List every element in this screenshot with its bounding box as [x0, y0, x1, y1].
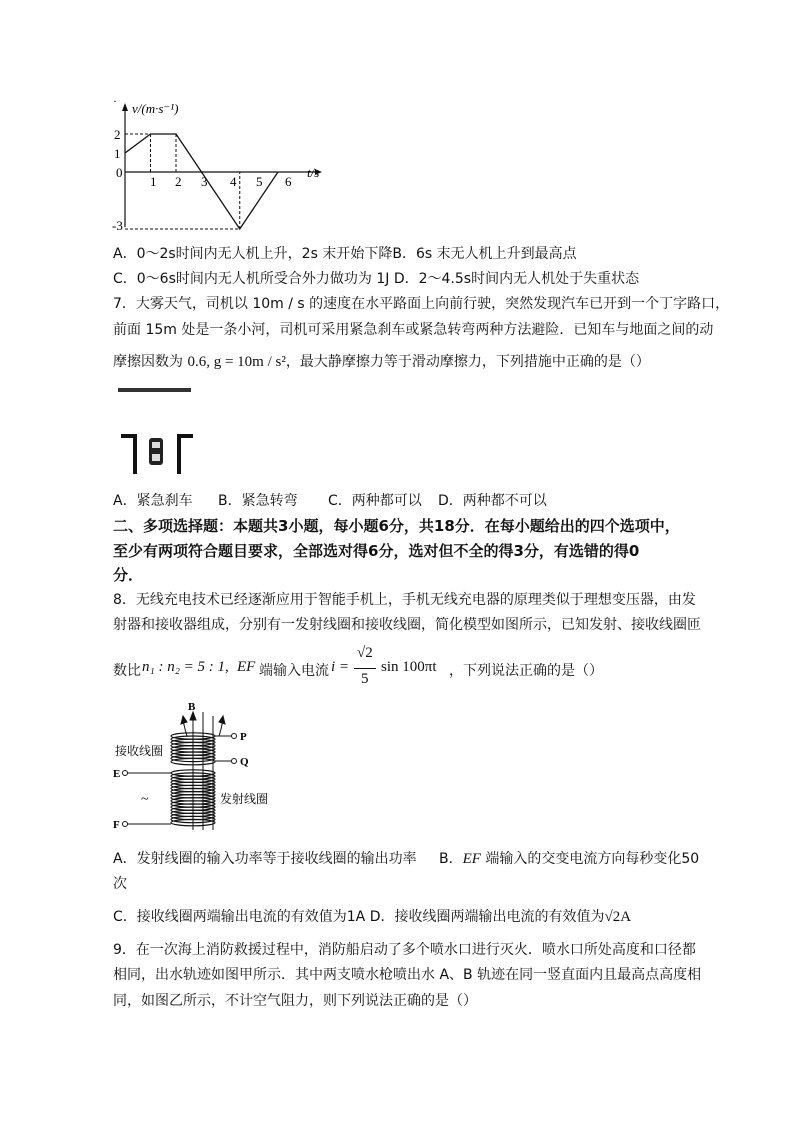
- origin-label: 0: [116, 165, 123, 180]
- q8-line-2: 射器和接收器组成，分别有一发射线圈和接收线圈，简化模型如图所示，已知发射、接收线圈匝: [113, 617, 701, 633]
- q8-sine-term: sin 100πt: [381, 659, 437, 675]
- car: [149, 438, 163, 465]
- q8-option-b-pre: B．: [439, 851, 463, 867]
- terminal-label-e: E: [113, 768, 121, 780]
- wireless-charger-coil-figure: [113, 700, 293, 840]
- road-right-curb: [179, 436, 193, 474]
- x-tick-1: 1: [150, 174, 157, 189]
- q7-line-3-pre: 摩擦因数为: [113, 354, 188, 370]
- y-tick-minus3: -3: [112, 218, 123, 233]
- t-junction-figure: [113, 384, 203, 479]
- q8-line-1: 8．无线充电技术已经逐渐应用于智能手机上，手机无线充电器的原理类似于理想变压器，由发: [113, 592, 696, 608]
- q8-fraction-denominator: 5: [361, 671, 369, 687]
- q9-line-3: 同，如图乙所示，不计空气阻力，则下列说法正确的是（）: [113, 993, 477, 1009]
- velocity-time-graph: [110, 95, 340, 235]
- terminal-label-q: Q: [240, 756, 249, 768]
- y-axis-arrow: [122, 103, 128, 111]
- q8-option-d-value: √2A: [604, 909, 632, 925]
- terminal-label-p: P: [240, 731, 247, 743]
- x-tick-3: 3: [201, 174, 208, 189]
- section2-heading-line-1: 二、多项选择题：本题共3小题，每小题6分，共18分．在每小题给出的四个选项中，: [113, 517, 680, 535]
- field-label-b: B: [188, 701, 196, 713]
- q7-option-b[interactable]: B．紧急转弯: [218, 493, 298, 509]
- x-tick-4: 4: [230, 174, 237, 189]
- q8-option-b-post: 端输入的交变电流方向每秒变化50: [480, 851, 700, 867]
- ac-source-symbol: ~: [141, 792, 149, 807]
- terminal-label-f: F: [113, 819, 120, 831]
- y-tick-2: 2: [114, 127, 121, 142]
- q7-option-d[interactable]: D．两种都不可以: [438, 493, 547, 509]
- x-axis-label: t/s: [307, 165, 320, 180]
- q8-line-3-post: ，下列说法正确的是（）: [449, 663, 603, 679]
- q6-option-line-1: A．0～2s时间内无人机上升，2s 末开始下降B．6s 末无人机上升到最高点: [113, 246, 577, 262]
- q7-option-a[interactable]: A．紧急刹车: [113, 493, 193, 509]
- transmitting-coil-label: 发射线圈: [220, 792, 269, 806]
- magnetic-field-lines: [181, 712, 225, 830]
- q8-options-cd[interactable]: [113, 907, 631, 927]
- q7-line-3-post: ，最大静摩擦力等于滑动摩擦力，下列措施中正确的是（）: [285, 354, 650, 370]
- section2-heading-line-3: 分．: [113, 566, 144, 584]
- q8-line-3-b: 端输入电流: [259, 663, 329, 679]
- q8-option-b[interactable]: [439, 849, 699, 869]
- q7-line-1: 7．大雾天气，司机以 10m / s 的速度在水平路面上向前行驶，突然发现汽车已开到一个丁字路口，: [113, 296, 730, 312]
- q8-option-a-text: A．发射线圈的输入功率等于接收线圈的输出功率: [113, 851, 417, 867]
- section2-heading-line-2: 至少有两项符合题目要求，全部选对得6分，选对但不全的得3分，有选错的得0: [113, 542, 640, 560]
- q8-turns-ratio: n₁ : n₂ = 5 : 1,: [142, 659, 229, 675]
- q7-options: [113, 491, 613, 511]
- q8-option-a[interactable]: [113, 849, 417, 869]
- q6-option-line-2: C．0～6s时间内无人机所受合外力做功为 1J D．2～4.5s时间内无人机处于失重状态: [113, 271, 640, 287]
- q9-line-2: 相同，出水轨迹如图甲所示．其中两支喷水枪喷出水 A、B 轨迹在同一竖直面内且最高点高度相: [113, 967, 702, 983]
- q8-fraction-bar: [354, 668, 376, 669]
- graph-dot: ·: [113, 95, 117, 108]
- river-bank: [118, 388, 191, 392]
- q8-ef-label: EF: [237, 659, 256, 675]
- q8-option-b-continued: 次: [113, 876, 127, 892]
- road-left-curb: [121, 436, 135, 474]
- q9-line-1: 9．在一次海上消防救援过程中，消防船启动了多个喷水口进行灭火．喷水口所处高度和口径都: [113, 942, 696, 958]
- x-tick-5: 5: [256, 174, 263, 189]
- q8-line-3-a: 数比: [113, 663, 141, 679]
- q8-option-cd-text: C．接收线圈两端输出电流的有效值为1A D．接收线圈两端输出电流的有效值为: [113, 909, 605, 925]
- y-axis-label: v/(m·s⁻¹): [132, 101, 179, 116]
- graph-dashed-guides: [125, 134, 240, 229]
- q8-line-3: [113, 645, 713, 691]
- x-tick-2: 2: [175, 174, 182, 189]
- q8-fraction-numerator: √2: [357, 645, 373, 661]
- q8-option-b-ef: EF: [462, 851, 481, 867]
- q7-line-2: 前面 15m 处是一条小河，司机可采用紧急刹车或紧急转弯两种方法避险．已知车与地面之间的动: [113, 322, 714, 338]
- q7-line-3: [113, 352, 650, 372]
- y-tick-1: 1: [114, 146, 121, 161]
- receiving-coil-label: 接收线圈: [115, 744, 164, 758]
- q7-friction-formula: 0.6, g = 10m / s²: [187, 354, 286, 370]
- q8-current-symbol: i =: [331, 659, 350, 675]
- q7-option-c[interactable]: C．两种都可以: [328, 493, 422, 509]
- x-tick-6: 6: [285, 174, 292, 189]
